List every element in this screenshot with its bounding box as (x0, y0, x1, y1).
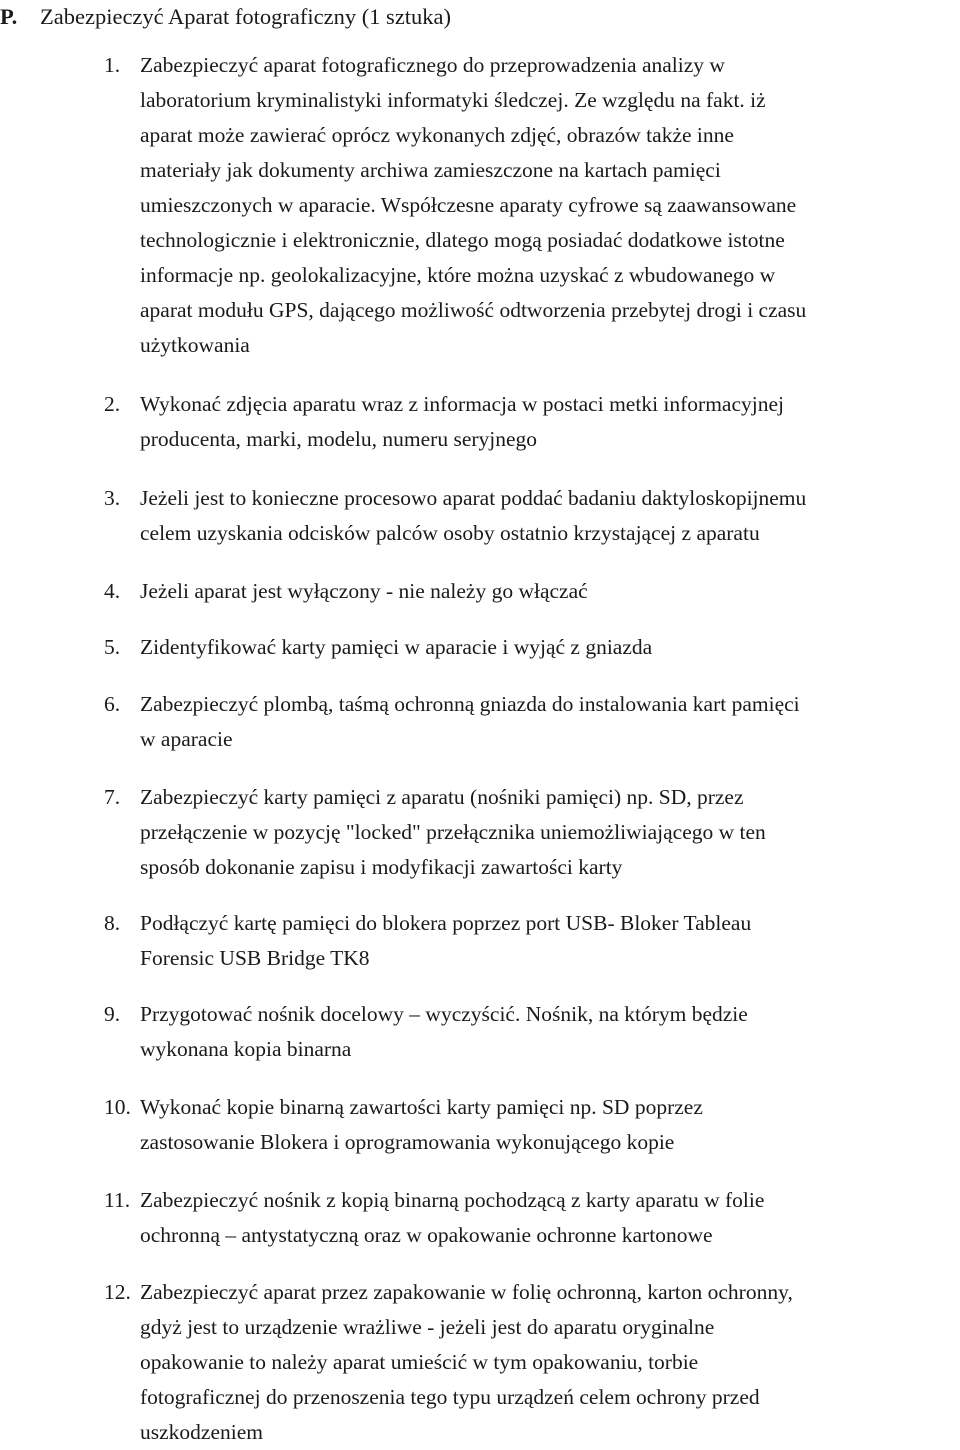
item-text-line: Zabezpieczyć nośnik z kopią binarną pochodzącą z karty aparatu w folie (140, 1188, 765, 1212)
item-text (140, 387, 956, 457)
item-number: 9. (104, 1002, 121, 1026)
item-number: 1. (104, 53, 121, 77)
item-text-line: użytkowania (140, 333, 250, 357)
section-title: Zabezpieczyć Aparat fotograficzny (1 sztuka) (40, 4, 452, 29)
item-text (140, 1275, 956, 1450)
item-text (140, 481, 956, 551)
item-text-line: producenta, marki, modelu, numeru seryjnego (140, 427, 538, 451)
item-text-line: fotograficznej do przenoszenia tego typu urządzeń celem ochrony przed (140, 1385, 760, 1409)
item-text-line: Zabezpieczyć karty pamięci z aparatu (nośniki pamięci) np. SD, przez (140, 785, 744, 809)
item-number: 11. (104, 1188, 131, 1212)
item-text-line: zastosowanie Blokera i oprogramowania wykonującego kopie (140, 1130, 675, 1154)
item-text (140, 780, 956, 885)
list-item (104, 906, 956, 976)
item-text-line: wykonana kopia binarna (140, 1037, 352, 1061)
list-item (104, 1090, 956, 1160)
item-number: 12. (104, 1280, 131, 1304)
item-text-line: informacje np. geolokalizacyjne, które można uzyskać z wbudowanego w (140, 263, 776, 287)
list-item (104, 481, 956, 551)
item-text-line: sposób dokonanie zapisu i modyfikacji zawartości karty (140, 855, 623, 879)
list-item (104, 387, 956, 457)
item-text-line: aparat modułu GPS, dającego możliwość odtworzenia przebytej drogi i czasu (140, 298, 807, 322)
item-text-line: ochronną – antystatyczną oraz w opakowanie ochronne kartonowe (140, 1223, 713, 1247)
item-text (140, 997, 956, 1067)
item-number: 6. (104, 692, 121, 716)
item-number: 10. (104, 1095, 131, 1119)
item-text (140, 1183, 956, 1253)
item-text-line: w aparacie (140, 727, 233, 751)
list-item (104, 687, 956, 757)
item-number: 3. (104, 486, 121, 510)
item-number: 8. (104, 911, 121, 935)
item-text-line: przełączenie w pozycję "locked" przełącznika uniemożliwiającego w ten (140, 820, 766, 844)
section-letter: P. (0, 4, 18, 29)
item-text-line: laboratorium kryminalistyki informatyki śledczej. Ze względu na fakt. iż (140, 88, 766, 112)
list-item (104, 997, 956, 1067)
item-text-line: Zabezpieczyć plombą, taśmą ochronną gniazda do instalowania kart pamięci (140, 692, 800, 716)
item-text-line: celem uzyskania odcisków palców osoby ostatnio krzystającej z aparatu (140, 521, 760, 545)
item-number: 2. (104, 392, 121, 416)
section-heading (0, 2, 451, 32)
item-text (140, 48, 956, 363)
list-item (104, 48, 956, 363)
item-text (140, 630, 956, 665)
item-text (140, 1090, 956, 1160)
list-item (104, 1275, 956, 1450)
item-text-line: materiały jak dokumenty archiwa zamieszczone na kartach pamięci (140, 158, 721, 182)
item-text-line: Podłączyć kartę pamięci do blokera poprzez port USB- Bloker Tableau (140, 911, 752, 935)
item-text-line: umieszczonych w aparacie. Współczesne aparaty cyfrowe są zaawansowane (140, 193, 797, 217)
item-text-line: Wykonać zdjęcia aparatu wraz z informacja w postaci metki informacyjnej (140, 392, 785, 416)
item-text (140, 687, 956, 757)
item-text-line: aparat może zawierać oprócz wykonanych zdjęć, obrazów także inne (140, 123, 734, 147)
item-text (140, 574, 956, 609)
list-item (104, 1183, 956, 1253)
list-item (104, 780, 956, 885)
item-text-line: opakowanie to należy aparat umieścić w tym opakowaniu, torbie (140, 1350, 699, 1374)
item-text-line: Zidentyfikować karty pamięci w aparacie i wyjąć z gniazda (140, 635, 653, 659)
item-number: 4. (104, 579, 121, 603)
list-item (104, 574, 956, 609)
item-text-line: gdyż jest to urządzenie wrażliwe - jeżeli jest do aparatu oryginalne (140, 1315, 715, 1339)
item-text-line: Forensic USB Bridge TK8 (140, 946, 370, 970)
item-text-line: Jeżeli aparat jest wyłączony - nie należy go włączać (140, 579, 588, 603)
item-text-line: Zabezpieczyć aparat przez zapakowanie w folię ochronną, karton ochronny, (140, 1280, 793, 1304)
item-text-line: Jeżeli jest to konieczne procesowo aparat poddać badaniu daktyloskopijnemu (140, 486, 807, 510)
item-number: 5. (104, 635, 121, 659)
item-text-line: uszkodzeniem (140, 1420, 263, 1444)
item-text-line: Zabezpieczyć aparat fotograficznego do przeprowadzenia analizy w (140, 53, 725, 77)
item-text (140, 906, 956, 976)
item-text-line: Wykonać kopie binarną zawartości karty pamięci np. SD poprzez (140, 1095, 703, 1119)
item-text-line: technologicznie i elektronicznie, dlatego mogą posiadać dodatkowe istotne (140, 228, 785, 252)
item-number: 7. (104, 785, 121, 809)
list-item (104, 630, 956, 665)
item-text-line: Przygotować nośnik docelowy – wyczyścić. Nośnik, na którym będzie (140, 1002, 748, 1026)
